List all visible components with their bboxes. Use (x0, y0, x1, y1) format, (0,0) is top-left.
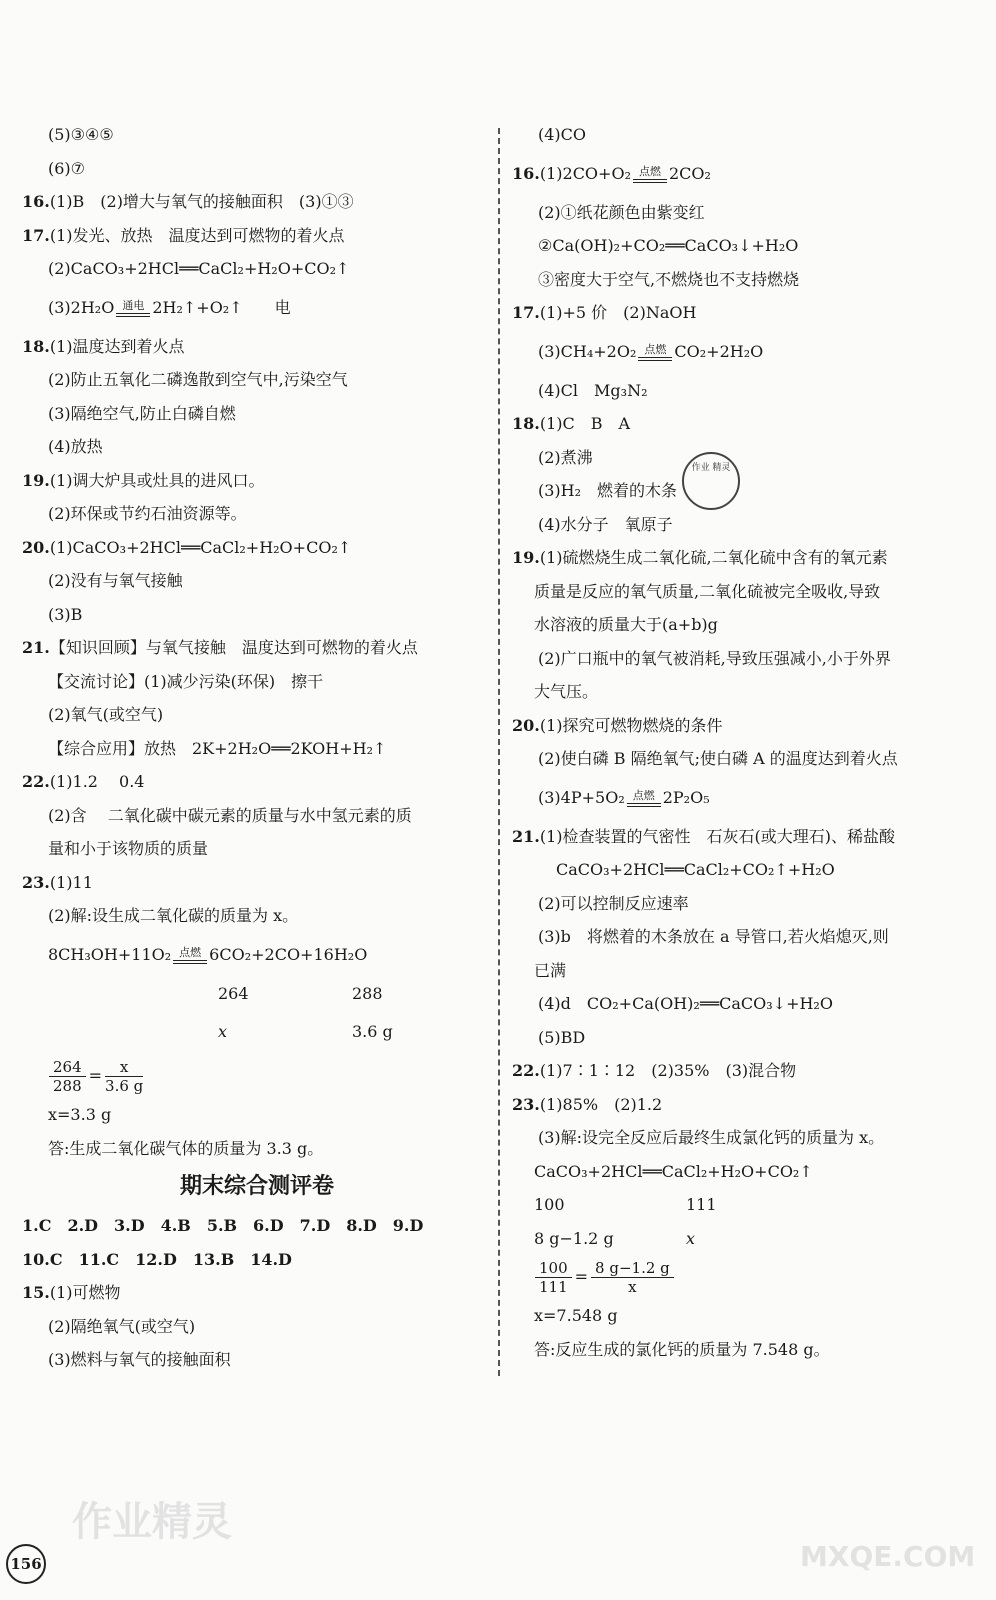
right-column (512, 118, 982, 1366)
ratio-value: 3.6 g (352, 1022, 393, 1041)
equation-text: CaCO₃+2HCl══CaCl₂+CO₂↑+H₂O (556, 860, 835, 879)
answer-text: x=3.3 g (48, 1105, 112, 1124)
answer-line (22, 152, 492, 186)
reaction-condition (631, 166, 669, 183)
answer-line (512, 675, 982, 709)
answer-text: (4)水分子 氧原子 (538, 514, 673, 534)
answer-text: 水溶液的质量大于(a+b)g (534, 615, 718, 634)
question-number: 19. (512, 548, 540, 567)
answer-line (512, 229, 982, 263)
answer-text: (6)⑦ (48, 158, 86, 178)
page-number: 156 (6, 1544, 46, 1584)
answer-text: (2)隔绝氧气(或空气) (48, 1316, 196, 1336)
answer-text: (2)①纸花颜色由紫变红 (538, 202, 705, 222)
denominator: 288 (53, 1077, 82, 1095)
answer-text: (2)防止五氧化二磷逸散到空气中,污染空气 (48, 370, 348, 389)
answer-line (22, 1098, 492, 1132)
numerator: 8 g−1.2 g (591, 1259, 674, 1278)
equation-right: CO₂+2H₂O (674, 341, 764, 361)
answer-text: 答:反应生成的氯化钙的质量为 7.548 g。 (534, 1339, 830, 1359)
stamp-text: 作业 精灵 (691, 463, 731, 473)
answer-line (512, 330, 982, 374)
equation-left: (3)CH₄+2O₂ (538, 341, 637, 361)
denominator: x (628, 1278, 637, 1296)
question-21 (512, 820, 982, 854)
question-number: 16. (22, 192, 50, 211)
question-23 (512, 1088, 982, 1122)
section-title: 期末综合测评卷 (179, 1174, 334, 1199)
condition-label: 点燃 (632, 788, 655, 802)
answer-text: ③密度大于空气,不燃烧也不支持燃烧 (538, 269, 800, 289)
equation-right: 6CO₂+2CO+16H₂O (209, 944, 368, 964)
answer-line (22, 286, 492, 330)
answer-text: (1)7∶1∶12 (2)35% (3)混合物 (539, 1061, 797, 1080)
answer-text: (1)温度达到着火点 (49, 336, 185, 356)
question-18 (512, 407, 982, 441)
answer-text: (2)煮沸 (538, 447, 593, 467)
answer-text: (5)BD (538, 1027, 586, 1047)
ratio-row (22, 977, 492, 1011)
fraction (535, 1259, 572, 1296)
question-18 (22, 330, 492, 364)
answer-line (512, 196, 982, 230)
equation-right: 2CO₂ (668, 163, 711, 183)
answer-text: (2)含 二氧化碳中碳元素的质量与水中氢元素的质 (48, 805, 412, 825)
answer-line (512, 1121, 982, 1155)
question-16 (22, 185, 492, 219)
equation-text: (2)CaCO₃+2HCl══CaCl₂+H₂O+CO₂↑ (48, 259, 350, 278)
answer-line (22, 665, 492, 699)
condition-label: 点燃 (644, 342, 667, 356)
answer-text: (2)解:设生成二氧化碳的质量为 x。 (48, 906, 299, 925)
fraction-line: $\frac{100}{111}$ = $\frac{8 g-1.2 g}{x}$ (512, 1255, 982, 1299)
answer-line (512, 441, 982, 475)
question-number: 16. (512, 163, 540, 183)
answer-text: 1.C 2.D 3.D 4.B 5.B 6.D 7.D 8.D 9.D (22, 1216, 424, 1235)
question-19 (22, 464, 492, 498)
question-number: 18. (22, 336, 50, 356)
answer-text: (2)可以控制反应速率 (538, 893, 689, 913)
equation-text: ②Ca(OH)₂+CO₂══CaCO₃↓+H₂O (538, 236, 799, 255)
answer-text: (3)B (48, 604, 83, 624)
reaction-condition (636, 344, 674, 361)
answer-line (512, 776, 982, 820)
answer-text: (3)H₂ 燃着的木条 (538, 481, 678, 500)
answer-text: 答:生成二氧化碳气体的质量为 3.3 g。 (48, 1138, 324, 1158)
fraction (105, 1058, 143, 1095)
answer-line (512, 987, 982, 1021)
answer-text: (1)检查装置的气密性 石灰石(或大理石)、稀盐酸 (539, 826, 895, 846)
fraction-line: $\frac{264}{288}$ = $\frac{x}{3.6 g}$ (22, 1054, 492, 1098)
answer-line (512, 508, 982, 542)
answer-text: x=7.548 g (534, 1306, 618, 1325)
answer-line (22, 1132, 492, 1166)
reaction-condition (114, 300, 152, 317)
equation-left: (3)2H₂O (48, 297, 115, 317)
answer-text: (2)环保或节约石油资源等。 (48, 504, 247, 523)
equation-right: 2P₂O₅ (662, 787, 710, 807)
answer-line (22, 698, 492, 732)
numerator: 100 (535, 1259, 572, 1278)
answer-text: 【综合应用】放热 2K+2H₂O══2KOH+H₂↑ (48, 738, 387, 758)
answer-line (22, 497, 492, 531)
ratio-value: 100 (534, 1195, 565, 1214)
answer-line (22, 1310, 492, 1344)
answer-text: (1)发光、放热 温度达到可燃物的着火点 (49, 225, 345, 245)
answer-text: 10.C 11.C 12.D 13.B 14.D (22, 1249, 292, 1269)
answer-line (512, 887, 982, 921)
answer-line (512, 1021, 982, 1055)
answer-text: (4)放热 (48, 437, 103, 456)
question-number: 17. (512, 303, 540, 322)
question-16 (512, 152, 982, 196)
answer-line (22, 1343, 492, 1377)
answer-line (512, 1333, 982, 1367)
equation-line (512, 1155, 982, 1189)
answer-text: (1)+5 价 (2)NaOH (539, 303, 697, 322)
answer-text: (1)C B A (539, 414, 631, 433)
question-number: 20. (512, 715, 540, 735)
numerator: 264 (49, 1058, 86, 1077)
answer-text: (1)1.2 0.4 (49, 772, 145, 791)
answer-line (512, 1299, 982, 1333)
answer-text: (1)探究可燃物燃烧的条件 (539, 715, 723, 735)
answer-line (22, 118, 492, 152)
multiple-choice-answers (22, 1209, 492, 1243)
answer-text: (1)可燃物 (49, 1283, 121, 1302)
answer-text: 质量是反应的氧气质量,二氧化硫被完全吸收,导致 (534, 581, 881, 601)
ratio-value: x (686, 1228, 696, 1248)
answer-line (512, 263, 982, 297)
answer-line (512, 954, 982, 988)
question-number: 21. (22, 638, 50, 657)
denominator: 3.6 g (105, 1077, 144, 1095)
answer-line (22, 732, 492, 766)
answer-text: (3)燃料与氧气的接触面积 (48, 1350, 231, 1369)
answer-text: (2)使白磷 B 隔绝氧气;使白磷 A 的温度达到着火点 (538, 749, 898, 768)
answer-text: 已满 (534, 960, 567, 980)
answer-text: 【交流讨论】(1)减少污染(环保) 擦干 (48, 671, 324, 691)
equation-text: (4)d CO₂+Ca(OH)₂══CaCO₃↓+H₂O (538, 994, 833, 1013)
question-number: 15. (22, 1283, 50, 1302)
answer-text: (4)Cl Mg₃N₂ (538, 380, 648, 400)
ratio-row (512, 1222, 982, 1256)
answer-line (512, 608, 982, 642)
answer-line (22, 252, 492, 286)
question-21 (22, 631, 492, 665)
condition-label: 点燃 (179, 945, 202, 959)
left-column (22, 118, 492, 1377)
answer-text: (1)11 (49, 872, 93, 892)
question-17 (22, 219, 492, 253)
answer-line (512, 642, 982, 676)
ratio-value: 288 (352, 983, 383, 1003)
answer-text: (2)广口瓶中的氧气被消耗,导致压强减小,小于外界 (538, 648, 891, 668)
ratio-value: 111 (686, 1195, 717, 1214)
condition-label: 点燃 (638, 164, 661, 178)
ratio-value: 8 g−1.2 g (534, 1228, 614, 1248)
watermark-bottom: 作业精灵 (72, 1499, 232, 1545)
answer-line (512, 742, 982, 776)
fraction (591, 1259, 674, 1296)
answer-text: (5)③④⑤ (48, 125, 114, 144)
answer-text: (1)85% (2)1.2 (539, 1094, 663, 1114)
equation-left: (3)4P+5O₂ (538, 787, 625, 807)
answer-line (512, 118, 982, 152)
ratio-value: 264 (218, 983, 249, 1003)
column-divider (498, 128, 500, 1376)
multiple-choice-answers (22, 1243, 492, 1277)
answer-text: (1)B (2)增大与氧气的接触面积 (3)①③ (49, 192, 354, 211)
question-20 (512, 709, 982, 743)
answer-line (22, 832, 492, 866)
ratio-row (22, 1010, 492, 1054)
question-22 (22, 765, 492, 799)
question-number: 22. (512, 1061, 540, 1080)
question-number: 18. (512, 414, 540, 433)
stamp-icon (682, 452, 740, 510)
answer-text: 量和小于该物质的质量 (48, 839, 209, 858)
equation-text: CaCO₃+2HCl══CaCl₂+H₂O+CO₂↑ (534, 1161, 813, 1181)
question-number: 17. (22, 225, 50, 245)
answer-line (512, 575, 982, 609)
question-20 (22, 531, 492, 565)
question-number: 23. (512, 1094, 540, 1114)
question-17 (512, 296, 982, 330)
answer-text: (3)解:设完全反应后最终生成氯化钙的质量为 x。 (538, 1128, 885, 1147)
question-22 (512, 1054, 982, 1088)
answer-line (22, 430, 492, 464)
answer-text: 【知识回顾】与氧气接触 温度达到可燃物的着火点 (49, 638, 418, 657)
question-number: 20. (22, 537, 50, 557)
answer-line (22, 363, 492, 397)
answer-text: (2)没有与氧气接触 (48, 571, 183, 590)
reaction-condition (171, 947, 209, 964)
numerator: x (105, 1058, 143, 1077)
answer-line (22, 899, 492, 933)
question-number: 21. (512, 826, 540, 846)
question-15 (22, 1276, 492, 1310)
equation-left: (1)2CO+O₂ (539, 163, 631, 183)
question-number: 19. (22, 470, 50, 490)
question-number: 23. (22, 872, 50, 892)
answer-line (512, 374, 982, 408)
answer-line (512, 920, 982, 954)
answer-text: (4)CO (538, 125, 587, 144)
answer-text: (1)调大炉具或灶具的进风口。 (49, 470, 265, 490)
equation-right: 2H₂↑+O₂↑ 电 (152, 297, 291, 317)
answer-line (512, 474, 982, 508)
reaction-condition (625, 790, 663, 807)
equation-line (22, 933, 492, 977)
answer-line (22, 799, 492, 833)
equation-text: (1)CaCO₃+2HCl══CaCl₂+H₂O+CO₂↑ (49, 537, 352, 557)
watermark-right: MXQE.COM (800, 1540, 976, 1573)
question-23 (22, 866, 492, 900)
answer-text: 大气压。 (534, 682, 599, 701)
denominator: 111 (539, 1278, 568, 1296)
answer-line (22, 598, 492, 632)
question-number: 22. (22, 772, 50, 791)
condition-label: 通电 (122, 298, 145, 312)
answer-line (22, 397, 492, 431)
answer-line (22, 564, 492, 598)
answer-text: (1)硫燃烧生成二氧化硫,二氧化硫中含有的氧元素 (539, 548, 888, 567)
equation-left: 8CH₃OH+11O₂ (48, 944, 172, 964)
answer-line (512, 853, 982, 887)
answer-text: (2)氧气(或空气) (48, 705, 164, 724)
question-19 (512, 541, 982, 575)
answer-text: (3)隔绝空气,防止白磷自燃 (48, 403, 236, 423)
answer-text: (3)b 将燃着的木条放在 a 导管口,若火焰熄灭,则 (538, 927, 889, 946)
fraction (49, 1058, 86, 1095)
ratio-row (512, 1188, 982, 1222)
ratio-value: x (218, 1022, 228, 1041)
